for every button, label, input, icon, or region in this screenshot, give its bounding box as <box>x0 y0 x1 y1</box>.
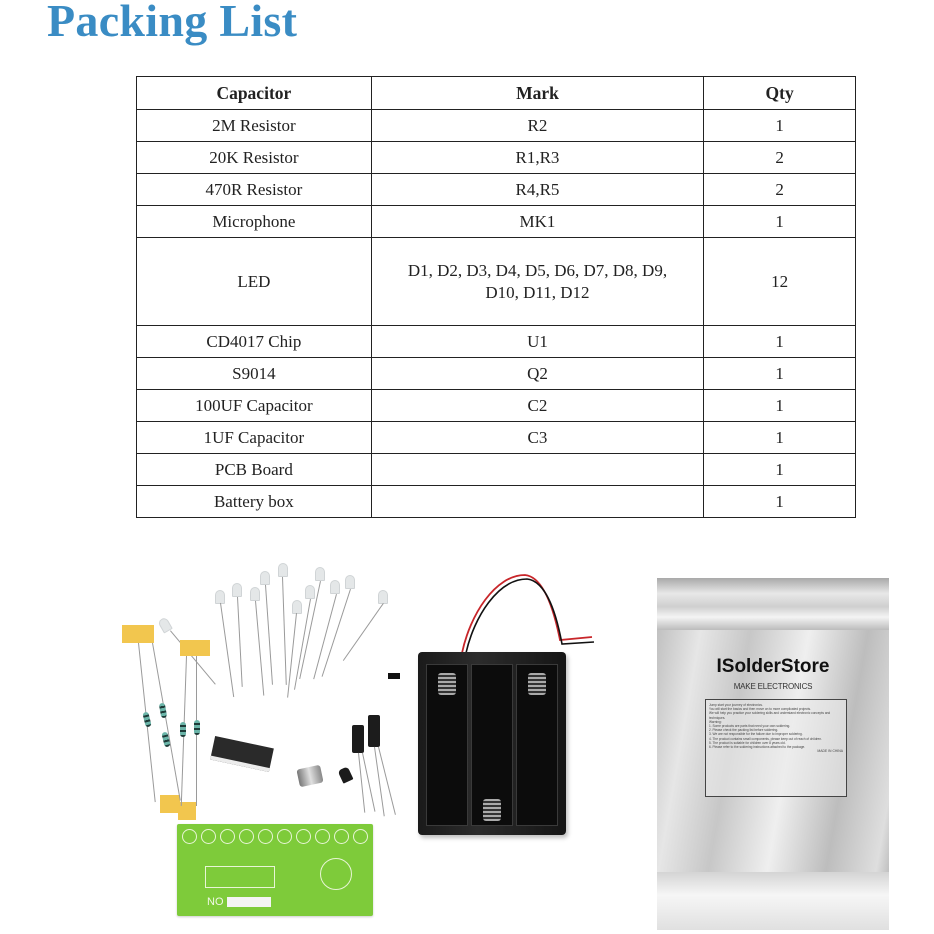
table-row <box>137 238 856 326</box>
cell-qty: 2 <box>704 142 856 174</box>
cell-component: S9014 <box>137 358 372 390</box>
cell-component: 100UF Capacitor <box>137 390 372 422</box>
bag-label-line: 1. Some products are parts that need your own soldering. <box>709 724 791 729</box>
table-row <box>137 110 856 142</box>
cell-mark: Q2 <box>371 358 703 390</box>
cell-mark <box>371 454 703 486</box>
cell-component: Battery box <box>137 486 372 518</box>
cell-qty: 1 <box>704 110 856 142</box>
pcb-board <box>177 824 373 916</box>
bag-label <box>705 699 847 797</box>
cell-mark: R1,R3 <box>371 142 703 174</box>
table-row <box>137 454 856 486</box>
cell-mark: U1 <box>371 326 703 358</box>
bag-subtitle: MAKE ELECTRONICS <box>733 682 813 691</box>
cell-component: 20K Resistor <box>137 142 372 174</box>
pcb-no-label: NO <box>207 896 224 908</box>
kit-contents-photo <box>100 545 900 930</box>
cell-mark: C3 <box>371 422 703 454</box>
bag-label-line: Warning: <box>709 719 722 724</box>
cell-qty: 1 <box>704 326 856 358</box>
packing-list-table <box>136 76 856 518</box>
cell-qty: 1 <box>704 454 856 486</box>
cell-qty: 1 <box>704 358 856 390</box>
cell-qty: 1 <box>704 206 856 238</box>
page-title: Packing List <box>47 0 298 46</box>
cell-component: CD4017 Chip <box>137 326 372 358</box>
table-row <box>137 206 856 238</box>
cell-component: 1UF Capacitor <box>137 422 372 454</box>
table-row <box>137 326 856 358</box>
bag-brand: ISolderStore <box>716 656 830 677</box>
cell-mark: C2 <box>371 390 703 422</box>
cell-mark-line: D1, D2, D3, D4, D5, D6, D7, D8, D9, <box>407 260 668 280</box>
bag-label-line: 4. The product contains small components, please keep out of reach of children. <box>709 736 822 741</box>
cell-mark: R4,R5 <box>371 174 703 206</box>
column-header-qty: Qty <box>704 77 856 110</box>
battery-box <box>418 652 566 835</box>
table-row <box>137 390 856 422</box>
cell-component: 470R Resistor <box>137 174 372 206</box>
bag-label-line: You will start the basics and then move on to more complicated projects. <box>709 707 811 712</box>
cell-component: 2M Resistor <box>137 110 372 142</box>
bag-label-line: We will help you practice your soldering skills and understand electronic concepts and techniques. <box>709 711 831 720</box>
table-header-row <box>137 77 856 110</box>
isolderstore-bag <box>657 578 889 930</box>
column-header-mark: Mark <box>371 77 703 110</box>
cell-qty: 1 <box>704 390 856 422</box>
cell-qty: 2 <box>704 174 856 206</box>
cell-component: LED <box>137 238 372 326</box>
bag-label-line: 6. Please refer to the soldering instructions attached to the package. <box>709 745 806 750</box>
bag-label-line: Jump start your journey of electronics. <box>709 703 763 707</box>
cell-mark <box>371 238 703 326</box>
table-row <box>137 486 856 518</box>
cell-qty: 1 <box>704 486 856 518</box>
cell-component: PCB Board <box>137 454 372 486</box>
column-header-component: Capacitor <box>137 77 372 110</box>
table-row <box>137 422 856 454</box>
cell-mark: MK1 <box>371 206 703 238</box>
bag-label-line: 3. We are not responsible for the failure due to improper soldering. <box>709 732 803 737</box>
cell-component: Microphone <box>137 206 372 238</box>
table-row <box>137 174 856 206</box>
cell-mark <box>371 486 703 518</box>
bag-label-line: 5. The product is suitable for children over 8 years old. <box>709 740 786 745</box>
cell-mark-line: D10, D11, D12 <box>485 282 590 302</box>
cell-qty: 1 <box>704 422 856 454</box>
cell-mark: R2 <box>371 110 703 142</box>
table-row <box>137 358 856 390</box>
cell-qty: 12 <box>704 238 856 326</box>
bag-made-in: MADE IN CHINA <box>817 749 843 754</box>
bag-label-line: 2. Please check the packing list before soldering. <box>709 728 779 733</box>
table-row <box>137 142 856 174</box>
